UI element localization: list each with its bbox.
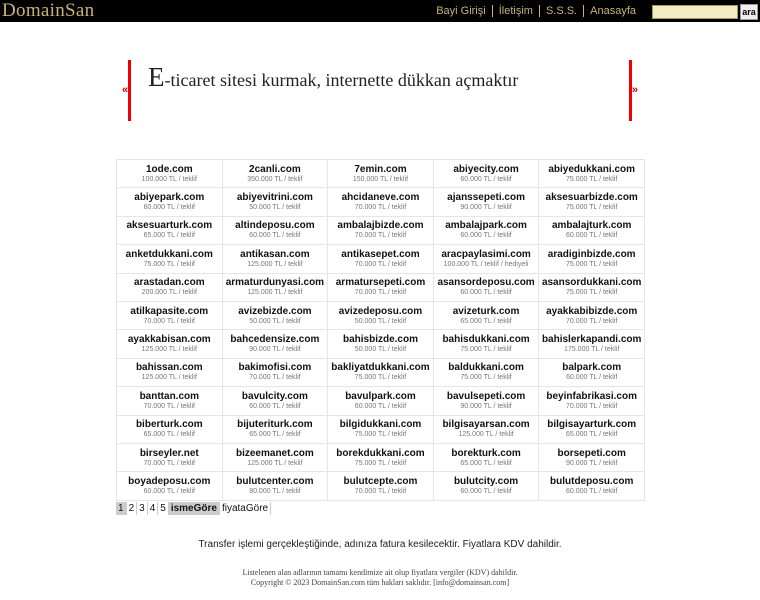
domain-price: 75.000 TL / teklif [354,431,407,439]
domain-cell[interactable] [328,216,434,244]
table-row [117,188,645,216]
domain-name[interactable]: bulutcepte.com [343,475,418,487]
domain-name[interactable]: bizeemanet.com [235,447,314,459]
domain-name[interactable]: bavulsepeti.com [446,390,526,402]
domain-name[interactable]: 1ode.com [145,163,193,175]
domain-price: 60.000 TL / teklif [566,487,618,495]
domain-price: 50.000 TL / teklif [249,317,301,325]
domain-name[interactable]: bahissan.com [135,362,203,374]
domain-name[interactable]: 2canli.com [249,163,301,175]
domain-cell[interactable] [328,358,434,386]
domain-name[interactable]: aksesuarturk.com [126,220,213,232]
domain-name[interactable]: baldukkani.com [448,362,524,374]
domain-name[interactable]: birseyler.net [139,447,199,459]
domain-cell[interactable] [328,160,434,188]
domain-price: 100.000 TL / teklif [141,175,197,183]
domain-cell[interactable] [539,160,645,188]
domain-name[interactable]: ambalajbizde.com [337,220,424,232]
search-button[interactable]: ara [740,4,758,20]
domain-cell[interactable] [433,216,539,244]
domain-price: 50.000 TL / teklif [354,346,407,354]
footer [0,568,760,588]
domain-name[interactable]: ayakkabibizde.com [546,305,638,317]
domain-cell[interactable] [222,387,328,415]
domain-name[interactable]: ambalajpark.com [445,220,527,232]
domain-cell[interactable] [222,415,328,443]
domain-cell[interactable] [433,387,539,415]
domain-name[interactable]: asansordukkani.com [541,277,642,289]
domain-price: 65.000 TL / teklif [566,431,618,439]
domain-price: 75.000 TL / teklif [460,346,512,354]
domain-cell[interactable] [328,472,434,500]
domain-price: 65.000 TL / teklif [249,431,301,439]
domain-cell[interactable] [539,443,645,471]
domain-cell[interactable] [328,415,434,443]
domain-name[interactable]: ajanssepeti.com [447,192,525,204]
domain-cell[interactable] [117,387,223,415]
domain-cell[interactable] [222,301,328,329]
domain-name[interactable]: armaturdunyasi.com [225,277,325,289]
domain-price: 70.000 TL / teklif [354,204,407,212]
domain-price: 75.000 TL / teklif [566,260,618,268]
domain-name[interactable]: bulutdeposu.com [550,475,634,487]
domain-cell[interactable] [433,245,539,273]
domain-price: 75.000 TL / teklif [566,289,618,297]
domain-name[interactable]: armatursepeti.com [335,277,426,289]
domain-name[interactable]: beyinfabrikasi.com [546,390,637,402]
page-link[interactable]: 1 [116,502,127,515]
table-row [117,387,645,415]
domain-cell[interactable] [117,443,223,471]
pagination [116,502,271,515]
domain-name[interactable]: bavulcity.com [241,390,308,402]
domain-price: 60.000 TL / teklif [143,204,195,212]
page-link[interactable]: 3 [137,502,148,515]
domain-cell[interactable] [433,273,539,301]
nav-home[interactable]: Anasayfa [583,5,642,17]
domain-cell[interactable] [433,472,539,500]
domain-name[interactable]: borsepeti.com [557,447,626,459]
domain-cell[interactable] [117,188,223,216]
domain-cell[interactable] [117,472,223,500]
domain-cell[interactable] [222,273,328,301]
domain-name[interactable]: biberturk.com [135,419,203,431]
domain-price: 125.000 TL / teklif [141,374,197,382]
table-row [117,472,645,500]
domain-cell[interactable] [328,387,434,415]
domain-price: 70.000 TL / teklif [354,289,407,297]
domain-price: 125.000 TL / teklif [458,431,514,439]
domain-name[interactable]: balpark.com [562,362,622,374]
domain-cell[interactable] [433,301,539,329]
domain-cell[interactable] [433,358,539,386]
domain-price: 50.000 TL / teklif [354,317,407,325]
domain-price: 60.000 TL / teklif [566,374,618,382]
domain-cell[interactable] [222,358,328,386]
domain-name[interactable]: bulutcity.com [453,475,519,487]
domain-price: 125.000 TL / teklif [141,346,197,354]
slogan-rest: -ticaret sitesi kurmak, internette dükkan açmaktır [164,70,519,90]
nav-faq[interactable]: S.S.S. [539,5,583,17]
domain-cell[interactable] [222,330,328,358]
domain-cell[interactable] [222,245,328,273]
domain-price: 350.000 TL / teklif [247,175,303,183]
table-row [117,245,645,273]
domain-price: 200.000 TL / teklif [141,289,197,297]
domain-name[interactable]: ayakkabisan.com [127,334,211,346]
domain-name[interactable]: bavulpark.com [345,390,416,402]
site-logo[interactable]: DomainSan [2,0,95,21]
domain-cell[interactable] [539,330,645,358]
domain-cell[interactable] [328,188,434,216]
page-link[interactable]: 4 [148,502,159,515]
domain-name[interactable]: bahcedensize.com [230,334,320,346]
table-row [117,443,645,471]
domain-name[interactable]: aracpaylasimi.com [441,248,531,260]
domain-cell[interactable] [433,415,539,443]
domain-cell[interactable] [539,358,645,386]
domain-name[interactable]: bahisbizde.com [342,334,418,346]
domain-name[interactable]: antikasan.com [240,248,310,260]
domain-cell[interactable] [117,160,223,188]
domain-price: 75.000 TL / teklif [460,374,512,382]
domain-cell[interactable] [433,160,539,188]
domain-cell[interactable] [539,415,645,443]
domain-price: 100.000 TL / teklif / hediyeli [443,260,529,268]
domain-cell[interactable] [539,245,645,273]
domain-name[interactable]: arastadan.com [134,277,205,289]
domain-name[interactable]: abiyecity.com [453,163,519,175]
domain-name[interactable]: abiyevitrini.com [236,192,313,204]
domain-name[interactable]: bahislerkapandi.com [541,334,642,346]
domain-price: 70.000 TL / teklif [566,402,618,410]
domain-price: 70.000 TL / teklif [566,317,618,325]
page-link[interactable]: 2 [127,502,138,515]
domain-price: 70.000 TL / teklif [354,260,407,268]
domain-price: 60.000 TL / teklif [249,402,301,410]
domain-grid [116,159,645,501]
domain-price: 65.000 TL / teklif [460,459,512,467]
domain-price: 60.000 TL / teklif [460,232,512,240]
domain-cell[interactable] [117,301,223,329]
domain-cell[interactable] [328,273,434,301]
domain-cell[interactable] [117,415,223,443]
domain-name[interactable]: banttan.com [139,390,200,402]
domain-name[interactable]: bilgidukkani.com [339,419,422,431]
domain-name[interactable]: borekdukkani.com [336,447,425,459]
footer-copyright: Copyright © 2023 DomainSan.com tüm hakları saklıdır. [info@domainsan.com] [250,578,510,587]
domain-name[interactable]: bijuteriturk.com [237,419,313,431]
domain-price: 80.000 TL / teklif [249,487,301,495]
domain-cell[interactable] [539,188,645,216]
table-row [117,415,645,443]
domain-cell[interactable] [539,273,645,301]
domain-name[interactable]: ambalajturk.com [551,220,632,232]
domain-price: 70.000 TL / teklif [354,487,407,495]
left-arrow-icon: « [122,84,129,96]
domain-price: 70.000 TL / teklif [143,317,195,325]
domain-price: 50.000 TL / teklif [249,204,301,212]
domain-name[interactable]: ahcidaneve.com [341,192,420,204]
domain-price: 70.000 TL / teklif [249,374,301,382]
table-row [117,330,645,358]
domain-cell[interactable] [117,330,223,358]
domain-cell[interactable] [222,443,328,471]
domain-cell[interactable] [222,188,328,216]
domain-name[interactable]: bakimofisi.com [238,362,312,374]
domain-name[interactable]: borekturk.com [451,447,521,459]
right-arrow-icon: » [631,84,638,96]
domain-cell[interactable] [433,330,539,358]
sort-by-name[interactable]: ismeGöre [169,502,220,515]
table-row [117,301,645,329]
domain-price: 75.000 TL / teklif [354,374,407,382]
domain-name[interactable]: abiyedukkani.com [548,163,636,175]
slogan-text [148,62,518,93]
domain-name[interactable]: bilgisayarsan.com [442,419,530,431]
domain-name[interactable]: abiyepark.com [134,192,205,204]
domain-name[interactable]: avizedeposu.com [338,305,423,317]
domain-cell[interactable] [328,330,434,358]
domain-price: 75.000 TL / teklif [566,204,618,212]
domain-name[interactable]: avizeturk.com [452,305,520,317]
sort-by-price[interactable]: fiyataGöre [220,502,271,515]
domain-name[interactable]: boyadeposu.com [128,475,211,487]
domain-price: 90.000 TL / teklif [460,402,512,410]
main-nav [430,0,642,22]
domain-price: 90.000 TL / teklif [249,346,301,354]
domain-cell[interactable] [117,273,223,301]
domain-price: 60.000 TL / teklif [460,175,512,183]
domain-cell[interactable] [328,443,434,471]
domain-name[interactable]: asansordeposu.com [437,277,535,289]
domain-price: 150.000 TL / teklif [352,175,409,183]
domain-name[interactable]: bilgisayarturk.com [547,419,637,431]
domain-cell[interactable] [222,216,328,244]
page-link[interactable]: 5 [158,502,169,515]
domain-cell[interactable] [539,472,645,500]
domain-price: 90.000 TL / teklif [460,204,512,212]
domain-price: 125.000 TL / teklif [247,459,303,467]
domain-price: 75.000 TL / teklif [143,260,195,268]
domain-name[interactable]: altindeposu.com [235,220,315,232]
domain-price: 60.000 TL / teklif [354,402,407,410]
domain-name[interactable]: avizebizde.com [238,305,312,317]
domain-price: 60.000 TL / teklif [143,487,195,495]
domain-price: 60.000 TL / teklif [460,289,512,297]
domain-price: 125.000 TL / teklif [247,289,303,297]
domain-name[interactable]: bakliyatdukkani.com [331,362,430,374]
domain-price: 60.000 TL / teklif [249,232,301,240]
top-bar [0,0,760,22]
domain-price: 70.000 TL / teklif [354,232,407,240]
domain-name[interactable]: aradiginbizde.com [547,248,636,260]
domain-cell[interactable] [539,216,645,244]
domain-name[interactable]: bahisdukkani.com [442,334,530,346]
domain-cell[interactable] [117,245,223,273]
domain-cell[interactable] [433,188,539,216]
domain-cell[interactable] [539,387,645,415]
domain-price: 65.000 TL / teklif [143,232,195,240]
domain-cell[interactable] [117,216,223,244]
domain-price: 65.000 TL / teklif [460,317,512,325]
domain-cell[interactable] [328,301,434,329]
domain-price: 75.000 TL / teklif [566,175,618,183]
table-row [117,216,645,244]
slogan-initial: E [148,62,165,92]
domain-name[interactable]: antikasepet.com [341,248,420,260]
domain-name[interactable]: bulutcenter.com [236,475,314,487]
domain-price: 60.000 TL / teklif [566,232,618,240]
domain-price: 65.000 TL / teklif [143,431,195,439]
domain-cell[interactable] [539,301,645,329]
table-row [117,160,645,188]
domain-cell[interactable] [433,443,539,471]
domain-price: 175.000 TL / teklif [564,346,620,354]
nav-dealer-login[interactable]: Bayi Girişi [436,5,486,17]
domain-price: 60.000 TL / teklif [460,487,512,495]
domain-cell[interactable] [222,160,328,188]
footer-disclaimer: Listelenen alan adlarının tamamı kendimize ait olup fiyatlara vergiler (KDV) dahildir. [242,568,518,577]
search-input[interactable] [652,5,738,19]
domain-price: 70.000 TL / teklif [143,402,195,410]
domain-cell[interactable] [117,358,223,386]
domain-name[interactable]: atilkapasite.com [130,305,209,317]
domain-cell[interactable] [222,472,328,500]
domain-price: 90.000 TL / teklif [566,459,618,467]
domain-cell[interactable] [328,245,434,273]
banner-left-bar [128,60,131,121]
domain-price: 75.000 TL / teklif [354,459,407,467]
domain-price: 70.000 TL / teklif [143,459,195,467]
table-row [117,358,645,386]
transfer-notice: Transfer işlemi gerçekleştiğinde, adınıza fatura kesilecektir. Fiyatlara KDV dahildir. [198,539,562,550]
domain-price: 125.000 TL / teklif [247,260,303,268]
domain-name[interactable]: 7emin.com [354,163,407,175]
nav-contact[interactable]: İletişim [492,5,539,17]
table-row [117,273,645,301]
domain-name[interactable]: anketdukkani.com [125,248,213,260]
domain-name[interactable]: aksesuarbizde.com [545,192,638,204]
slogan-banner [122,60,638,122]
